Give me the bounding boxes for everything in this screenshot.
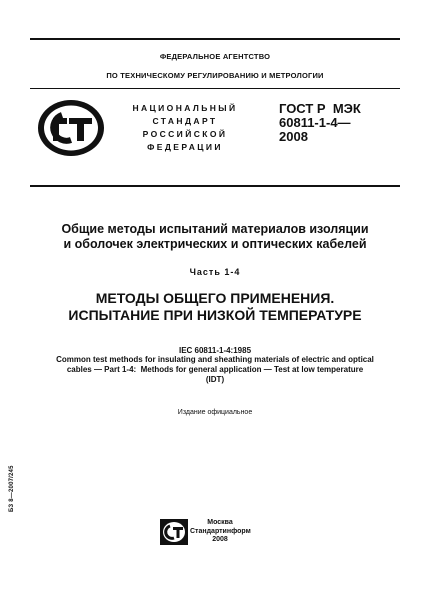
agency-line-1: ФЕДЕРАЛЬНОЕ АГЕНТСТВО bbox=[159, 52, 271, 61]
agency-rule bbox=[30, 88, 400, 89]
gost-line-3: 2008 bbox=[279, 129, 308, 144]
publisher-name: Стандартинформ bbox=[190, 527, 251, 535]
subtitle-line-2: ИСПЫТАНИЕ ПРИ НИЗКОЙ ТЕМПЕРАТУРЕ bbox=[68, 307, 362, 323]
gost-r-logo bbox=[36, 98, 106, 158]
subtitle bbox=[30, 290, 400, 324]
middle-rule bbox=[30, 185, 400, 187]
top-rule bbox=[30, 38, 400, 40]
national-line-4: ФЕДЕРАЦИИ bbox=[147, 142, 223, 152]
russian-title-line-2: и оболочек электрических и оптических кабелей bbox=[63, 237, 367, 251]
side-code: БЗ 8—2007/245 bbox=[9, 465, 15, 512]
publisher-info bbox=[190, 519, 250, 545]
english-title-line-3: (IDT) bbox=[205, 375, 225, 384]
national-line-1: НАЦИОНАЛЬНЫЙ bbox=[132, 103, 238, 113]
national-line-3: РОССИЙСКОЙ bbox=[142, 129, 228, 139]
standartinform-logo bbox=[159, 518, 189, 546]
publisher-year: 2008 bbox=[212, 536, 228, 543]
iec-reference: IEC 60811-1-4:1985 bbox=[178, 346, 252, 355]
agency-line-2: ПО ТЕХНИЧЕСКОМУ РЕГУЛИРОВАНИЮ И МЕТРОЛОГИИ bbox=[106, 71, 324, 80]
subtitle-line-1: МЕТОДЫ ОБЩЕГО ПРИМЕНЕНИЯ. bbox=[95, 290, 335, 306]
part-label: Часть 1-4 bbox=[189, 267, 241, 277]
national-standard-label bbox=[110, 102, 260, 154]
russian-title bbox=[30, 222, 400, 252]
russian-title-line-1: Общие методы испытаний материалов изоляции bbox=[61, 222, 369, 236]
publisher-city: Москва bbox=[207, 519, 233, 526]
english-title-line-1: Common test methods for insulating and sheathing materials of electric and optical bbox=[56, 355, 374, 364]
standard-number bbox=[279, 102, 361, 144]
national-line-2: СТАНДАРТ bbox=[152, 116, 218, 126]
gost-line-1: ГОСТ Р МЭК bbox=[279, 101, 361, 116]
gost-line-2: 60811-1-4— bbox=[279, 115, 351, 130]
english-title bbox=[28, 355, 402, 385]
english-title-line-2: cables — Part 1-4: Methods for general application — Test at low temperature bbox=[66, 365, 364, 374]
edition-label: Издание официальное bbox=[177, 409, 253, 416]
